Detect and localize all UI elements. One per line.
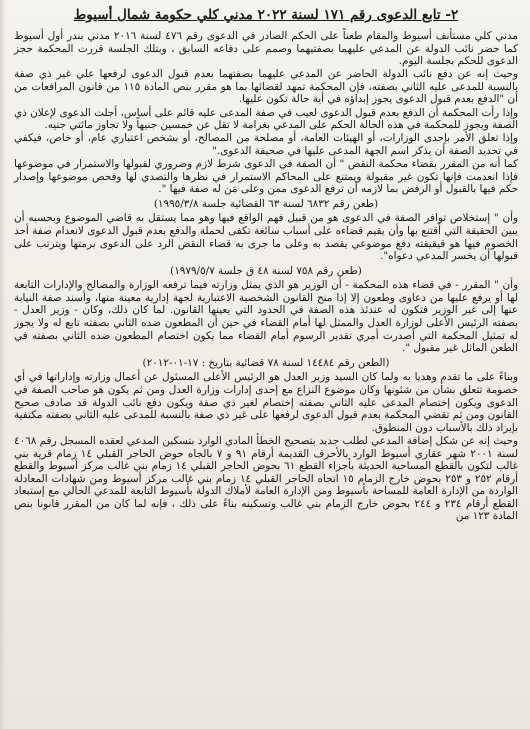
paragraph: وحيث إنه عن شكل إضافة المدعي لطلب جديد بتصحيح الخطأ المادي الوارد بتسكين المدعي لعقده المسجل رقم ٤٠٦٨ لسنة ٢٠٠١ شهر عقاري أسيوط الوارد بالأحرف القديمة أرقام ٩١ و ٧ بالجاه حوض الحاجر القبلي ١٤ زمام قرية بني غالب لتكون بالقطع المساحية الحديثة بأجزاء القطع ٦١ بحوض الحاجر القبلي ١٤ زمام بني غالب مركز أسيوط والقطع أرقام ٢٥٢ و ٢٥٣ بحوض خارج الزمام ١٥ اتجاه الحاجر القبلي ١٤ زمام بني غالب مركز أسيوط ومن شهادات المعادلة الواردة من الإدارة العامة للمساحة بأسيوط ومن الإدارة العامة لأملاك الدولة بأسيوط التابعة للمدعي الحالي مع إستبعاد القطع أرقام ٢٣٤ و ٢٤٤ بحوض خارج الزمام بني غالب وتسكينه بناءً على ذلك ، فإنه لما كان من المقرر قانونا بنص المادة ١٢٣ من (14, 434, 519, 523)
paragraph: وإذا تعلق الأمر بإحدى الوزارات، أو الهيئات العامة، أو مصلحة من المصالح، أو بشخص اعتباري عام، أو خاص، فيكفي في تحديد الصفة أن يذكر اسم الجهة المدعى عليها في صحيفة الدعوى." (14, 132, 518, 157)
page-title: ٢- تابع الدعوى رقم ١٧١ لسنة ٢٠٢٢ مدني كلي حكومة شمال أسيوط (73, 7, 459, 23)
document-body (14, 30, 518, 523)
paragraph: وأن " إستخلاص توافر الصفة في الدعوى هو من قبيل فهم الواقع فيها وهو مما يستقل به قاضي الموضوع وبحسبه أن يبين الحقيقة التي أقتنع بها وأن يقيم قضاءه على أسباب سائغة تكفى لحملة والدفع بعدم قبول الدعوى لانعدام صفة أحد الخصوم فيها هو قيقيقته دفع موضوعي يقصد به وعلى ما جرى به قضاء النقض الرد على الدعوى برمتها ويترتب على قبولها أن يخسر المدعي دعواه". (14, 212, 518, 263)
paragraph: كما أنه من المقرر بقضاء محكمة النقض " أن الصفة في الدعوى شرط لازم وضروري لقبولها والاستمرار في موضوعها فإذا انعدمت فإنها تكون غير مقبولة ويمتنع على المحاكم الاستمرار في نظرها والتصدي لها وفحص موضوعها وإصدار حكم فيها بالقبول أو الرفض بما لازمه أن ترفع الدعوى ممن وعلى مَن له صفة فيها ". (14, 157, 518, 196)
paragraph: وأن " المقرر - في قضاء هذه المحكمة - أن الوزير هو الذي يمثل وزارته فيما ترفعه الوزارة والمصالح والإدارات التابعة لها أو يرفع عليها من دعاوى وطعون إلا إذا منح القانون الشخصية الاعتبارية لجهة إدارية معينة منها، وأسند صفة النيابة عنها إلى غير الوزير فتكون له عندئذ هذه الصفة في الحدود التي يعينها القانون. لما كان ذلك، وكان - وزير العدل - بصفته الرئيس الأعلى لوزارة العدل والممثل لها أمام القضاء في حين أن المطعون ضده الثاني بصفته تابع له ولا يجوز له تمثيل المحكمة التي أصدرت أمري تقدير الرسوم أمام القضاء مما يكون اختصام المطعون ضده الثاني بصفته في الطعن الماثل غير مقبول ". (14, 279, 518, 355)
citation: (طعن رقم ٧٥٨ لسنة ٤٨ ق جلسة ١٩٧٩/٥/٧) (170, 264, 362, 277)
citation: (طعن رقم ٦٨٣٢ لسنة ٦٣ القضائية جلسة ١٩٩٥/٣/٨) (153, 197, 379, 210)
paragraph: وإذا رأت المحكمة أن الدفع بعدم قبول الدعوى لعيب في صفة المدعى عليه قائم على أساس، أجلت الدعوى لإعلان ذي الصفة ويجوز للمحكمة في هذه الحالة الحكم على المدعي بغرامة لا تقل عن خمسين جنيهاً ولا تجاوز مائتي جنيه. (14, 106, 518, 132)
citation: (الطعن رقم ١٤٤٨٤ لسنة ٧٨ قضائية بتاريخ : ١٧-٠١-٢٠١٢) (142, 356, 390, 369)
paragraph: وبناءً على ما تقدم وهديا به ولما كان السيد وزير العدل هو الرئيس الأعلى المسئول عن أعمال وزارته وإداراتها في أي خصومة تتعلق بشأن من شئونها وكان موضوع النزاع مع إحدى إدارات وزارة العدل ومن ثم يكون هو صاحب الصفة في الدعوى ويكون إختصام المدعى عليه الثاني بصفته إختصام لغير ذي صفة ويكون دفع نائب الدولة قد صادف صحيح القانون ومن ثم تقضي المحكمة بعدم قبول الدعوى لرفعها على غير ذي صفة بالنسبة للمدعى عليه الثاني بصفته مكتفية بإيراد ذلك بالأسباب دون المنطوق. (14, 371, 518, 434)
paragraph: مدني كلي مستأنف أسيوط والمقام طعناً على الحكم الصادر في الدعوى رقم ٤٧٦ لسنة ٢٠١٦ مدني بندر أول أسيوط كما حضر نائب الدولة عن المدعي عليهما بصفتيهما وصمم على دفاعه السابق ، وبتلك الجلسة قررت المحكمة حجز الدعوى للحكم بجلسة اليوم. (14, 30, 518, 68)
paragraph: وحيث إنه عن دفع نائب الدولة الحاضر عن المدعي عليهما بصفتهما بعدم قبول الدعوى لرفعها علي غير ذي صفة بالنسبة للمدعى عليه الثاني بصفته، فإن المحكمة تمهد لقضائها بما هو مقرر بنص المادة ١١٥ من قانون المرافعات من أن "الدفع بعدم قبول الدعوى يجوز إبداؤه في أية حالة تكون عليها. (14, 68, 518, 106)
